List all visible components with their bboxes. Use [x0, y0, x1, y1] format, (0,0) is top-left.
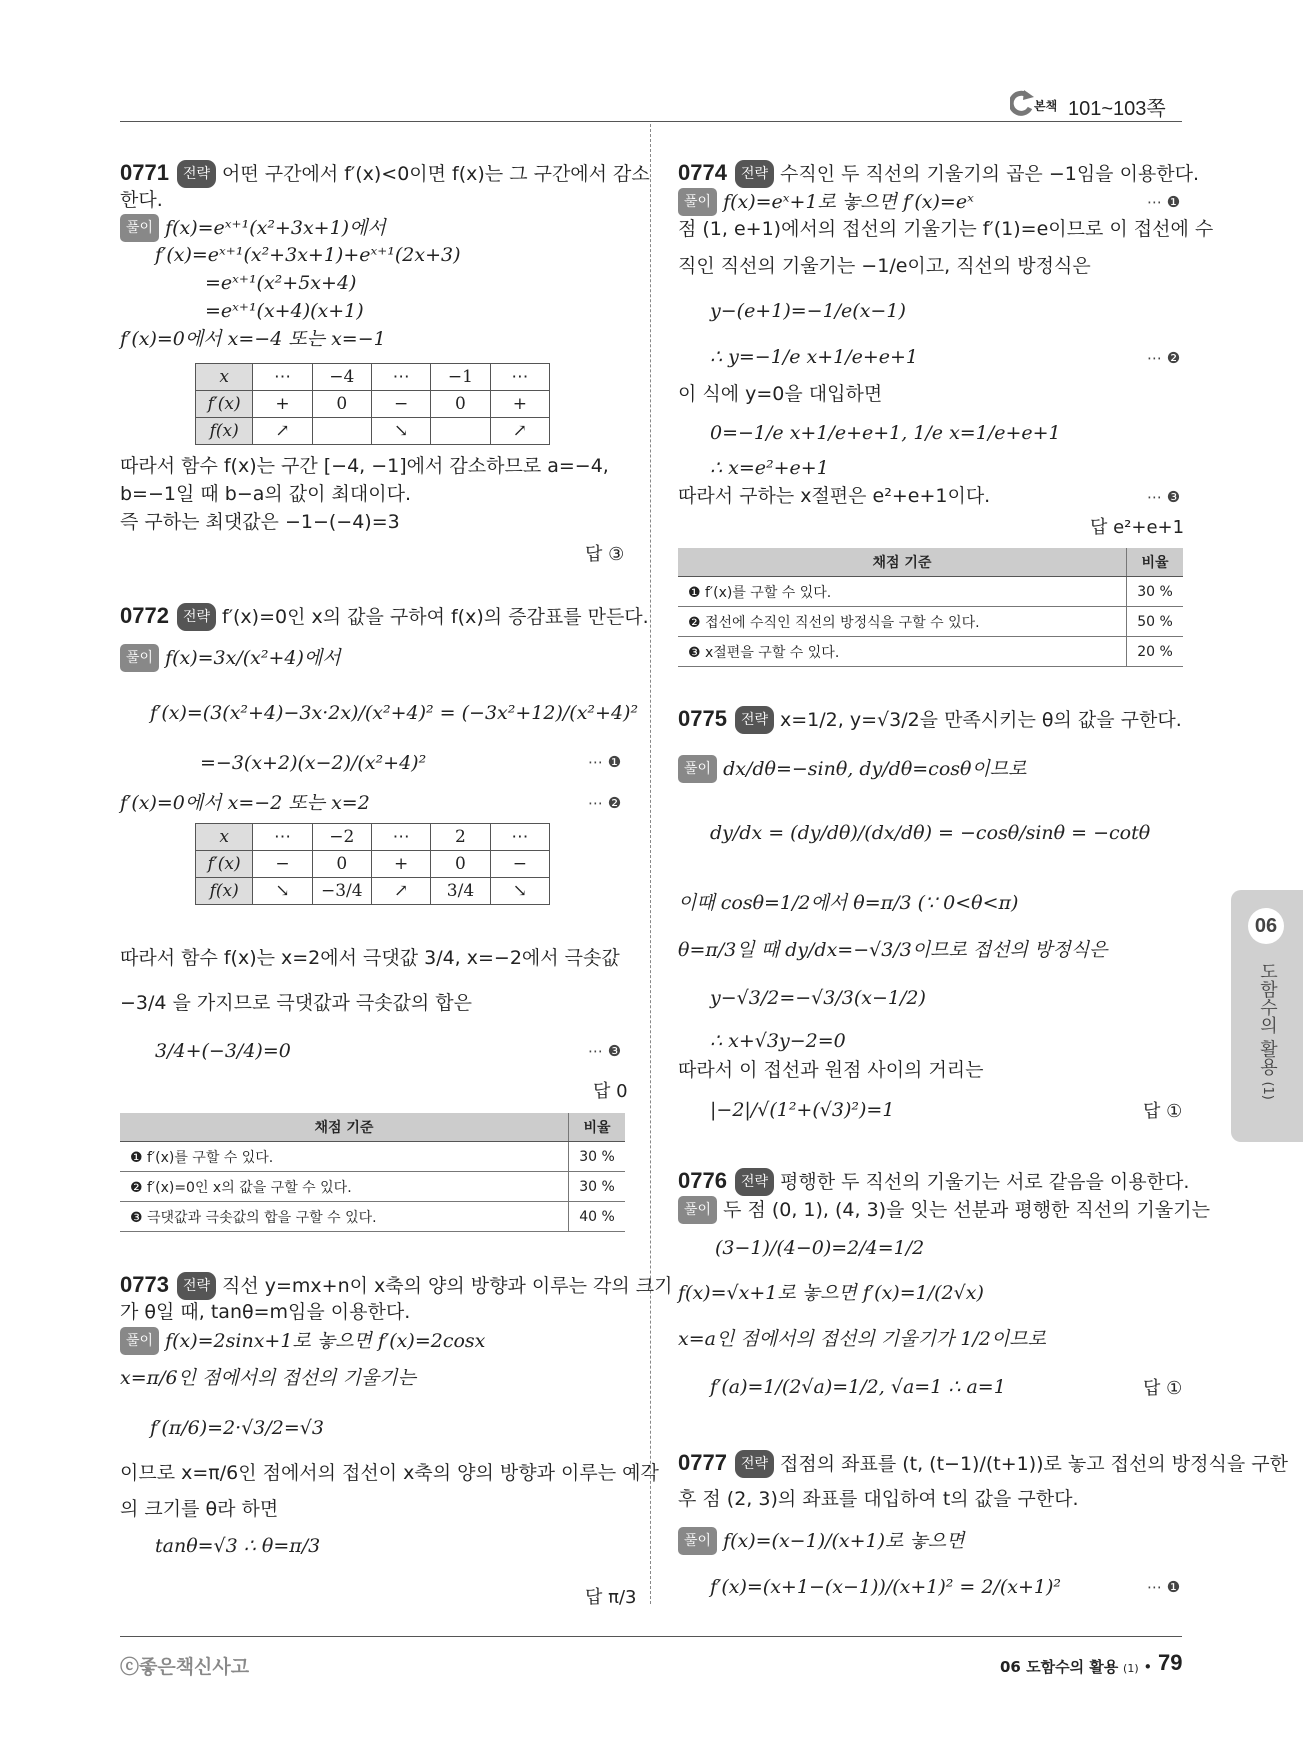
column-divider	[650, 124, 651, 1604]
solution-line: 풀이 두 점 (0, 1), (4, 3)을 잇는 선분과 평행한 직선의 기울기는	[678, 1196, 1210, 1224]
problem-0773-title	[120, 1272, 672, 1300]
solution-line: 풀이 dx/dθ=−sinθ, dy/dθ=cosθ이므로	[678, 755, 1027, 783]
table-header-cell: f′(x)	[196, 851, 253, 878]
solution-line: 풀이 f(x)=eˣ⁺¹(x²+3x+1)에서	[120, 214, 386, 242]
problem-number: 0773	[120, 1272, 169, 1297]
table-cell: 0	[312, 851, 371, 878]
table-cell: ↗	[371, 878, 430, 905]
book-label: 본책	[1034, 99, 1058, 113]
sign-table-row	[196, 418, 550, 445]
sign-table-row	[196, 391, 550, 418]
solution-line: ∴ x=e²+e+1	[710, 457, 829, 479]
strategy-text-cont: 후 점 (2, 3)의 좌표를 대입하여 t의 값을 구한다.	[678, 1488, 1079, 1510]
step-mark-2: ⋯ ❷	[1147, 349, 1181, 367]
problem-0777-title	[678, 1450, 1288, 1478]
criteria-ratio: 50 %	[1127, 607, 1184, 637]
solution-line: 따라서 구하는 x절편은 e²+e+1이다.	[678, 485, 991, 507]
solution-line: 이때 cosθ=1/2에서 θ=π/3 (∵ 0<θ<π)	[678, 892, 1019, 914]
sign-table-row	[196, 878, 550, 905]
solution-line: |−2|/√(1²+(√3)²)=1	[710, 1099, 895, 1121]
table-header-cell: f(x)	[196, 418, 253, 445]
strategy-tag: 전략	[735, 1168, 774, 1196]
table-cell: −1	[431, 364, 490, 391]
step-mark-1: ⋯ ❶	[1147, 193, 1181, 211]
table-cell: 0	[431, 851, 490, 878]
solution-tag: 풀이	[120, 214, 159, 242]
solution-line: f′(π/6)=2·√3/2=√3	[150, 1417, 324, 1439]
criteria-ratio: 40 %	[569, 1202, 626, 1232]
chapter-title: 도함수의 활용 (1)	[1257, 962, 1278, 1100]
criteria-item: ❷ 접선에 수직인 직선의 방정식을 구할 수 있다.	[678, 607, 1127, 637]
publisher-logo: ⓒ좋은책신사고	[120, 1656, 250, 1678]
solution-line: x=a인 점에서의 접선의 기울기가 1/2이므로	[678, 1328, 1047, 1350]
criteria-item: ❸ x절편을 구할 수 있다.	[678, 637, 1127, 667]
table-cell: 2	[431, 824, 490, 851]
conclusion-line: 의 크기를 θ라 하면	[120, 1498, 279, 1520]
solution-line: =eˣ⁺¹(x²+5x+4)	[205, 272, 357, 294]
solution-line: dy/dx = (dy/dθ)/(dx/dθ) = −cosθ/sinθ = −cotθ	[710, 822, 1151, 844]
criteria-header: 채점 기준	[678, 548, 1127, 577]
sign-table-row	[196, 851, 550, 878]
table-cell: ⋯	[371, 824, 430, 851]
problem-number: 0774	[678, 160, 727, 185]
problem-number: 0775	[678, 706, 727, 731]
solution-line: f′(x)=(x+1−(x−1))/(x+1)² = 2/(x+1)²	[710, 1576, 1062, 1598]
strategy-text: 접점의 좌표를 (t, (t−1)/(t+1))로 놓고 접선의 방정식을 구한	[780, 1453, 1288, 1475]
solution-tag: 풀이	[120, 1327, 159, 1355]
solution-line: 풀이 f(x)=eˣ+1로 놓으면 f′(x)=eˣ	[678, 188, 974, 216]
table-cell: ↗	[253, 418, 312, 445]
conclusion-line: 따라서 함수 f(x)는 x=2에서 극댓값 3/4, x=−2에서 극솟값	[120, 947, 620, 969]
table-header-cell: f(x)	[196, 878, 253, 905]
table-cell: +	[253, 391, 312, 418]
solution-tag: 풀이	[678, 1527, 717, 1555]
table-cell: 0	[312, 391, 371, 418]
strategy-text-cont: 한다.	[120, 189, 163, 211]
answer: 답 ③	[585, 544, 625, 565]
ratio-header: 비율	[569, 1113, 626, 1142]
strategy-tag: 전략	[177, 603, 216, 631]
return-arrow-icon	[1010, 90, 1034, 116]
solution-line: (3−1)/(4−0)=2/4=1/2	[715, 1237, 925, 1259]
solution-line: f′(x)=0에서 x=−2 또는 x=2	[120, 792, 370, 814]
header-rule	[120, 121, 1182, 122]
table-cell: 3/4	[431, 878, 490, 905]
table-cell: −4	[312, 364, 371, 391]
increase-decrease-table	[195, 363, 550, 445]
criteria-item: ❶ f′(x)를 구할 수 있다.	[120, 1142, 569, 1172]
table-cell: 0	[431, 391, 490, 418]
strategy-text: 평행한 두 직선의 기울기는 서로 같음을 이용한다.	[780, 1171, 1190, 1193]
table-cell: −	[371, 391, 430, 418]
table-cell: ⋯	[253, 824, 312, 851]
solution-line: 0=−1/e x+1/e+e+1, 1/e x=1/e+e+1	[710, 422, 1061, 444]
strategy-tag: 전략	[735, 1450, 774, 1478]
strategy-text: x=1/2, y=√3/2을 만족시키는 θ의 값을 구한다.	[780, 709, 1182, 731]
conclusion-line: −3/4 을 가지므로 극댓값과 극솟값의 합은	[120, 992, 473, 1014]
solution-line: y−√3/2=−√3/3(x−1/2)	[710, 987, 926, 1009]
solution-tag: 풀이	[678, 1196, 717, 1224]
sign-table-row	[196, 824, 550, 851]
table-cell: ↘	[371, 418, 430, 445]
table-cell: ↘	[253, 878, 312, 905]
answer: 답 0	[593, 1081, 628, 1102]
table-cell: −	[253, 851, 312, 878]
chapter-number: 06	[1248, 908, 1284, 944]
criteria-item: ❷ f′(x)=0인 x의 값을 구할 수 있다.	[120, 1172, 569, 1202]
step-mark-1: ⋯ ❶	[588, 753, 622, 771]
table-cell: ⋯	[490, 364, 549, 391]
solution-line: y−(e+1)=−1/e(x−1)	[710, 300, 906, 322]
answer: 답 ①	[1143, 1101, 1183, 1122]
table-cell: ↗	[490, 418, 549, 445]
problem-0771-title	[120, 160, 650, 188]
problem-number: 0771	[120, 160, 169, 185]
criteria-ratio: 30 %	[569, 1142, 626, 1172]
page-number: 79	[1158, 1650, 1183, 1675]
criteria-header: 채점 기준	[120, 1113, 569, 1142]
strategy-tag: 전략	[735, 160, 774, 188]
strategy-tag: 전략	[735, 706, 774, 734]
strategy-text: f′(x)=0인 x의 값을 구하여 f(x)의 증감표를 만든다.	[222, 606, 649, 628]
solution-line: 점 (1, e+1)에서의 접선의 기울기는 f′(1)=e이므로 이 접선에 수	[678, 218, 1214, 240]
grading-criteria-table	[678, 548, 1183, 667]
strategy-tag: 전략	[177, 160, 216, 188]
table-cell	[312, 418, 371, 445]
solution-line: x=π/6인 점에서의 접선의 기울기는	[120, 1367, 416, 1389]
conclusion-line: tanθ=√3 ∴ θ=π/3	[155, 1535, 321, 1557]
increase-decrease-table	[195, 823, 550, 905]
problem-number: 0777	[678, 1450, 727, 1475]
table-cell: −2	[312, 824, 371, 851]
table-header-cell: x	[196, 364, 253, 391]
conclusion-line: 따라서 함수 f(x)는 구간 [−4, −1]에서 감소하므로 a=−4,	[120, 455, 609, 477]
strategy-tag: 전략	[177, 1272, 216, 1300]
solution-tag: 풀이	[678, 188, 717, 216]
criteria-ratio: 30 %	[569, 1172, 626, 1202]
step-mark-3: ⋯ ❸	[588, 1042, 622, 1060]
header	[1010, 88, 1175, 122]
solution-tag: 풀이	[120, 644, 159, 672]
strategy-text: 수직인 두 직선의 기울기의 곱은 −1임을 이용한다.	[780, 163, 1200, 185]
grading-criteria-table	[120, 1113, 625, 1232]
ratio-header: 비율	[1127, 548, 1184, 577]
solution-line: f′(x)=eˣ⁺¹(x²+3x+1)+eˣ⁺¹(2x+3)	[155, 244, 461, 266]
footer-rule	[120, 1636, 1182, 1637]
strategy-text-cont: 가 θ일 때, tanθ=m임을 이용한다.	[120, 1301, 411, 1323]
answer: 답 ①	[1143, 1378, 1183, 1399]
solution-line: 직인 직선의 기울기는 −1/e이고, 직선의 방정식은	[678, 255, 1091, 277]
solution-line: 풀이 f(x)=3x/(x²+4)에서	[120, 644, 341, 672]
table-cell	[431, 418, 490, 445]
problem-0775-title	[678, 706, 1182, 734]
table-cell: ↘	[490, 878, 549, 905]
step-mark-1: ⋯ ❶	[1147, 1578, 1181, 1596]
problem-number: 0776	[678, 1168, 727, 1193]
footer-chapter: 06 도함수의 활용 (1) •	[1000, 1658, 1153, 1676]
criteria-ratio: 20 %	[1127, 637, 1184, 667]
strategy-text: 어떤 구간에서 f′(x)<0이면 f(x)는 그 구간에서 감소	[222, 163, 650, 185]
solution-line: 이 식에 y=0을 대입하면	[678, 383, 883, 405]
table-cell: +	[371, 851, 430, 878]
table-header-cell: x	[196, 824, 253, 851]
solution-tag: 풀이	[678, 755, 717, 783]
criteria-ratio: 30 %	[1127, 577, 1184, 607]
step-mark-2: ⋯ ❷	[588, 794, 622, 812]
criteria-item: ❶ f′(x)를 구할 수 있다.	[678, 577, 1127, 607]
table-cell: ⋯	[253, 364, 312, 391]
chapter-side-tab	[1231, 890, 1303, 1142]
strategy-text: 직선 y=mx+n이 x축의 양의 방향과 이루는 각의 크기	[222, 1275, 673, 1297]
problem-0774-title	[678, 160, 1199, 188]
table-cell: ⋯	[371, 364, 430, 391]
solution-line: f′(a)=1/(2√a)=1/2, √a=1 ∴ a=1	[710, 1376, 1006, 1398]
solution-line: f′(x)=0에서 x=−4 또는 x=−1	[120, 328, 386, 350]
solution-line: 풀이 f(x)=2sinx+1로 놓으면 f′(x)=2cosx	[120, 1327, 485, 1355]
sign-table-row	[196, 364, 550, 391]
table-cell: −	[490, 851, 549, 878]
table-cell: +	[490, 391, 549, 418]
conclusion-line: b=−1일 때 b−a의 값이 최대이다.	[120, 483, 411, 505]
table-cell: −3/4	[312, 878, 371, 905]
criteria-item: ❸ 극댓값과 극솟값의 합을 구할 수 있다.	[120, 1202, 569, 1232]
answer: 답 π/3	[585, 1587, 637, 1608]
solution-line: 풀이 f(x)=(x−1)/(x+1)로 놓으면	[678, 1527, 965, 1555]
table-cell: ⋯	[490, 824, 549, 851]
solution-line: f′(x)=(3(x²+4)−3x·2x)/(x²+4)² = (−3x²+12)/(x²+4)²	[150, 702, 639, 724]
solution-line: =eˣ⁺¹(x+4)(x+1)	[205, 300, 364, 322]
solution-line: f(x)=√x+1로 놓으면 f′(x)=1/(2√x)	[678, 1282, 984, 1304]
conclusion-line: 즉 구하는 최댓값은 −1−(−4)=3	[120, 511, 400, 533]
solution-line: ∴ y=−1/e x+1/e+e+1	[710, 346, 919, 368]
problem-0772-title	[120, 603, 649, 631]
answer: 답 e²+e+1	[1090, 517, 1185, 538]
solution-line: 따라서 이 접선과 원점 사이의 거리는	[678, 1059, 984, 1081]
conclusion-line: 3/4+(−3/4)=0	[155, 1040, 291, 1062]
problem-number: 0772	[120, 603, 169, 628]
solution-line: ∴ x+√3y−2=0	[710, 1030, 846, 1052]
problem-0776-title	[678, 1168, 1189, 1196]
page-range: 101~103쪽	[1068, 98, 1166, 120]
step-mark-3: ⋯ ❸	[1147, 488, 1181, 506]
conclusion-line: 이므로 x=π/6인 점에서의 접선이 x축의 양의 방향과 이루는 예각	[120, 1462, 659, 1484]
solution-line: θ=π/3일 때 dy/dx=−√3/3이므로 접선의 방정식은	[678, 939, 1108, 961]
solution-line: =−3(x+2)(x−2)/(x²+4)²	[200, 752, 427, 774]
table-header-cell: f′(x)	[196, 391, 253, 418]
